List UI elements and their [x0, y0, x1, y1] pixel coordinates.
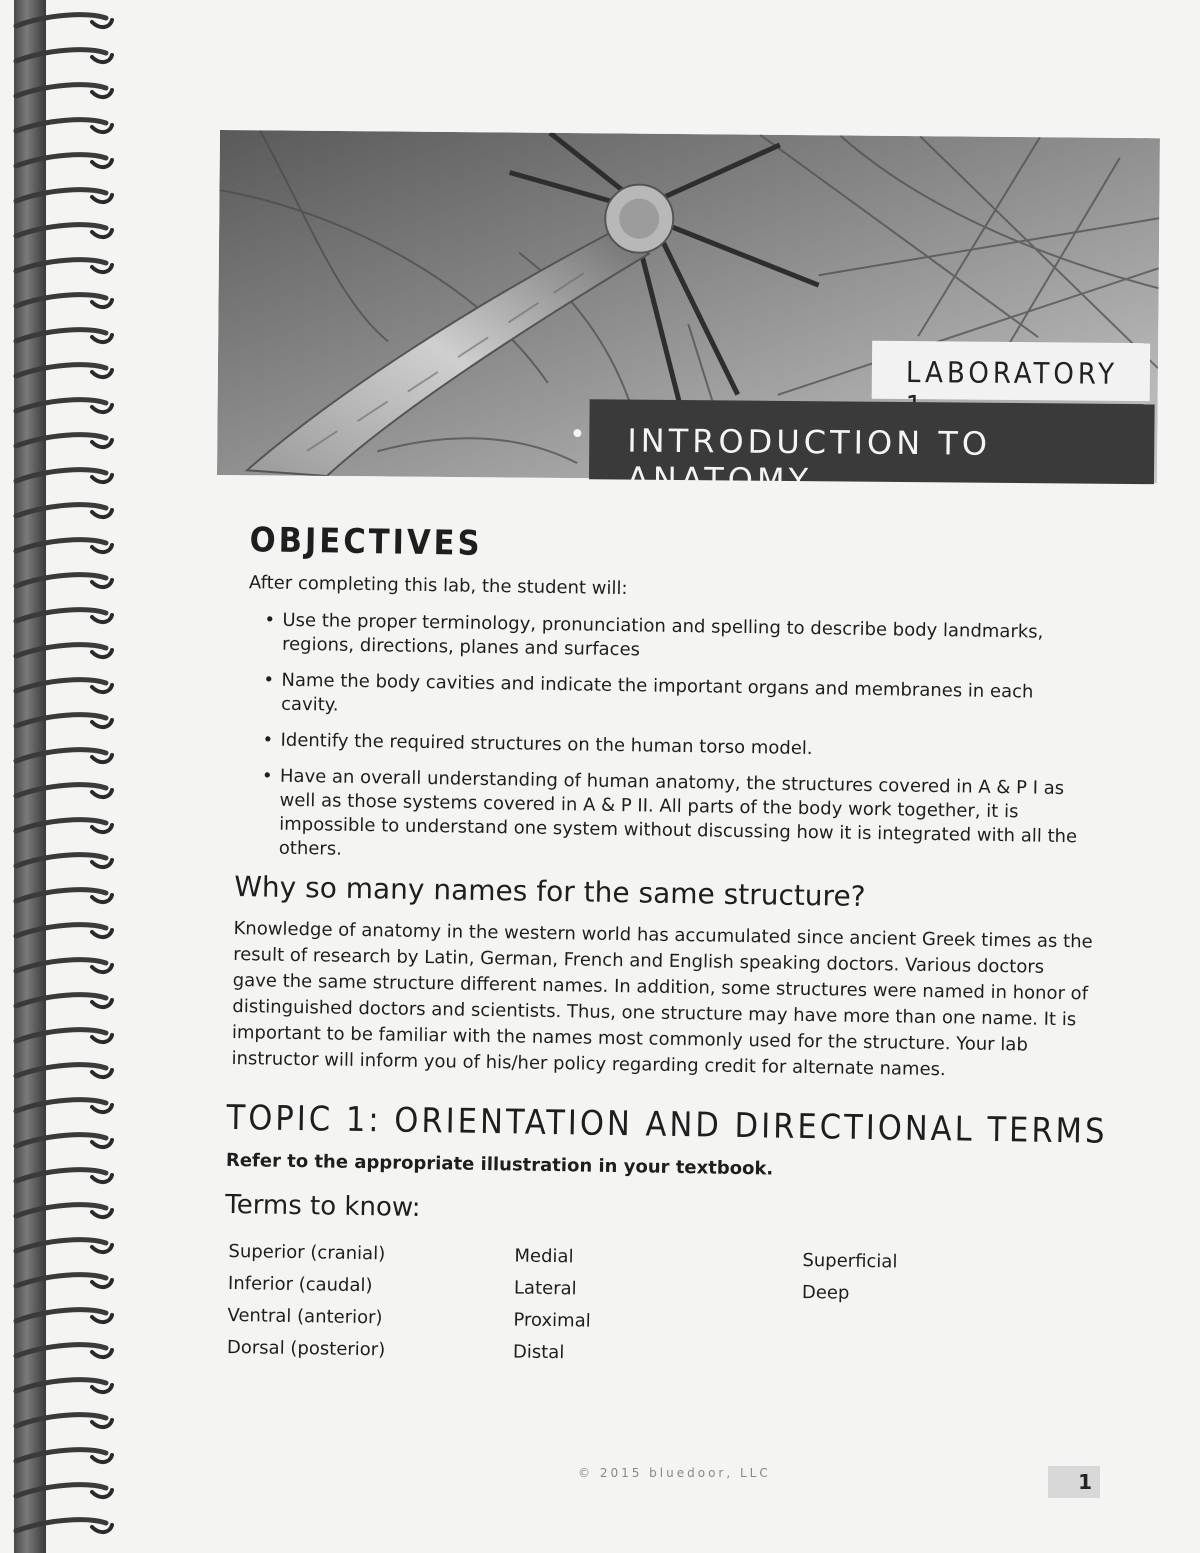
binding-coil — [8, 710, 114, 732]
binding-coil — [8, 220, 114, 242]
binding-coil — [8, 45, 114, 67]
refer-note: Refer to the appropriate illustration in your textbook. — [225, 1149, 774, 1180]
list-item: • Use the proper terminology, pronunciation and spelling to describe body landmarks, regions, directions, planes and surfaces — [264, 608, 1095, 669]
binding-coil — [8, 1445, 114, 1467]
binding-coil — [8, 1515, 114, 1537]
term: Proximal — [513, 1309, 591, 1332]
binding-coil — [8, 1305, 114, 1327]
binding-coil — [8, 675, 114, 697]
page-content — [225, 520, 1116, 1364]
lab-title: INTRODUCTION TO ANATOMY — [626, 421, 992, 500]
objectives-intro: After completing this lab, the student will: — [248, 572, 628, 600]
binding-coil — [8, 1130, 114, 1152]
binding-coil — [8, 920, 114, 942]
binding-coil — [8, 885, 114, 907]
binding-coil — [8, 500, 114, 522]
lab-banner — [217, 130, 1160, 500]
list-item: • Identify the required structures on the human torso model. — [262, 728, 1092, 765]
binding-coil — [8, 990, 114, 1012]
binding-coil — [8, 535, 114, 557]
binding-coil — [8, 10, 114, 32]
term: Distal — [512, 1341, 565, 1364]
term: Ventral (anterior) — [227, 1304, 383, 1329]
copyright: © 2015 bluedoor, LLC — [578, 1466, 771, 1480]
binding-coil — [8, 1095, 114, 1117]
objectives-list — [260, 608, 1094, 885]
list-item: • Name the body cavities and indicate the important organs and membranes in each cavity. — [263, 668, 1094, 729]
binding-coil — [8, 745, 114, 767]
term: Deep — [801, 1281, 850, 1304]
term: Superficial — [802, 1249, 898, 1273]
binding-coil — [8, 395, 114, 417]
binding-coil — [8, 1200, 114, 1222]
binding-coil — [8, 115, 114, 137]
term: Inferior (caudal) — [227, 1272, 373, 1297]
binding-coil — [8, 1480, 114, 1502]
why-heading: Why so many names for the same structure? — [233, 870, 866, 913]
binding-coil — [8, 780, 114, 802]
binding-coil — [8, 80, 114, 102]
term: Superior (cranial) — [228, 1240, 386, 1265]
binding-coil — [8, 1410, 114, 1432]
binding-coil — [8, 640, 114, 662]
page-number: 1 — [1048, 1466, 1100, 1498]
term: Dorsal (posterior) — [226, 1336, 386, 1361]
binding-coil — [8, 1025, 114, 1047]
binding-coil — [8, 1235, 114, 1257]
binding-coil — [8, 255, 114, 277]
topic-heading: TOPIC 1: ORIENTATION AND DIRECTIONAL TERMS — [226, 1097, 1108, 1152]
title-box — [589, 399, 1155, 500]
lab-number-box — [872, 341, 1150, 401]
binding-coil — [8, 605, 114, 627]
binding-coil — [8, 570, 114, 592]
lab-label: LABORATORY — [905, 354, 1119, 391]
binding-coil — [8, 1375, 114, 1397]
term: Medial — [514, 1245, 574, 1268]
terms-column-3 — [802, 1245, 898, 1310]
terms-heading: Terms to know: — [225, 1189, 421, 1223]
binding-coil — [8, 465, 114, 487]
binding-coil — [8, 1270, 114, 1292]
terms-column-2 — [513, 1240, 592, 1369]
spiral-binding — [0, 0, 130, 1553]
objectives-heading: OBJECTIVES — [249, 520, 483, 564]
terms-column-1 — [227, 1236, 387, 1366]
binding-coil — [8, 430, 114, 452]
binding-coil — [8, 360, 114, 382]
binding-coil — [8, 290, 114, 312]
term: Lateral — [513, 1277, 577, 1300]
binding-coil — [8, 150, 114, 172]
binding-coil — [8, 815, 114, 837]
binding-coil — [8, 955, 114, 977]
why-paragraph: Knowledge of anatomy in the western world has accumulated since ancient Greek times as the result of research by Latin, German, French and English speaking doctors. Various doctors gave the same structure different names. In addition, some structures were named in honor of distinguished doctors and scientists. Thus, one structure may have more than one name. It is important to be familiar with the names most commonly used for the structure. Your lab instructor will inform you of his/her policy regarding credit for alternate names. — [231, 918, 1093, 1081]
binding-coil — [8, 850, 114, 872]
binding-coil — [8, 185, 114, 207]
binding-coil — [8, 1060, 114, 1082]
list-item: • Have an overall understanding of human anatomy, the structures covered in A & P I as well as those systems covered in A & P II. All parts of the body work together, it is impossible to understand one system without discussing how it is integrated with all the others. — [261, 764, 1092, 873]
binding-coil — [8, 1340, 114, 1362]
binding-coil — [8, 325, 114, 347]
binding-coil — [8, 1165, 114, 1187]
